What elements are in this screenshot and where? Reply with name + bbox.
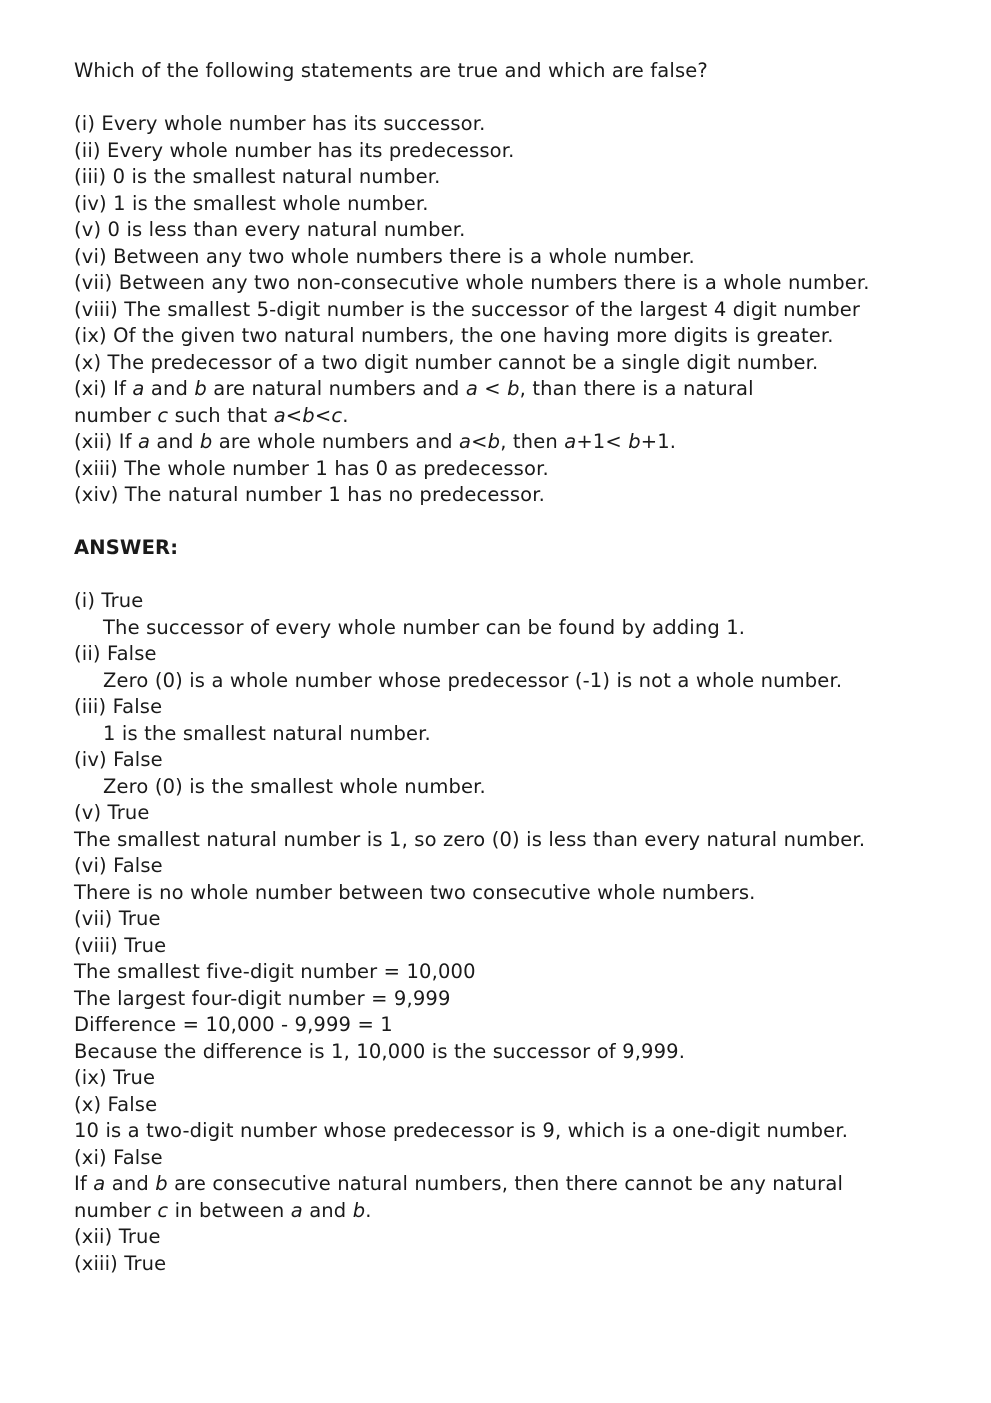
answer-viii: (viii) True — [74, 933, 167, 957]
answer-ii-explanation: Zero (0) is a whole number whose predecessor (-1) is not a whole number. — [103, 668, 843, 692]
statement-xiii: (xiii) The whole number 1 has 0 as predecessor. — [74, 456, 549, 480]
answer-i: (i) True — [74, 589, 144, 612]
statement-xi-line2: number c such that a<b<c. — [74, 403, 349, 427]
statement-vi: (vi) Between any two whole numbers there is a whole number. — [74, 244, 695, 268]
answer-iii-explanation: 1 is the smallest natural number. — [103, 721, 431, 745]
answer-ii: (ii) False — [74, 642, 157, 665]
answer-vi: (vi) False — [74, 854, 163, 877]
spacer — [74, 509, 974, 536]
statement-xi-line1: (xi) If a and b are natural numbers and a < b, than there is a natural — [74, 377, 754, 400]
spacer — [74, 562, 974, 589]
spacer — [74, 85, 974, 112]
answer-viii-explanation: Difference = 10,000 - 9,999 = 1 — [74, 1013, 393, 1036]
answer-iv: (iv) False — [74, 748, 163, 771]
statement-iii: (iii) 0 is the smallest natural number. — [74, 165, 441, 188]
answer-iv-explanation: Zero (0) is the smallest whole number. — [103, 774, 486, 798]
answer-viii-explanation: The largest four-digit number = 9,999 — [74, 986, 451, 1010]
answer-vi-explanation: There is no whole number between two consecutive whole numbers. — [74, 880, 756, 904]
answer-v: (v) True — [74, 801, 150, 824]
answer-xi: (xi) False — [74, 1145, 163, 1169]
statement-vii: (vii) Between any two non-consecutive whole numbers there is a whole number. — [74, 271, 870, 294]
answer-heading: ANSWER: — [74, 536, 179, 559]
answer-i-explanation: The successor of every whole number can be found by adding 1. — [103, 615, 746, 639]
answer-viii-explanation: The smallest five-digit number = 10,000 — [74, 960, 476, 983]
statement-v: (v) 0 is less than every natural number. — [74, 218, 466, 241]
answer-iii: (iii) False — [74, 695, 163, 718]
answer-vii: (vii) True — [74, 907, 161, 930]
answer-xiii: (xiii) True — [74, 1251, 167, 1275]
answer-v-explanation: The smallest natural number is 1, so zero (0) is less than every natural number. — [74, 827, 866, 851]
statement-i: (i) Every whole number has its successor. — [74, 112, 486, 135]
answer-xi-explanation-line2: number c in between a and b. — [74, 1198, 372, 1222]
statement-xiv: (xiv) The natural number 1 has no predecessor. — [74, 483, 545, 506]
statement-x: (x) The predecessor of a two digit number cannot be a single digit number. — [74, 350, 819, 374]
answer-xi-explanation-line1: If a and b are consecutive natural numbers, then there cannot be any natural — [74, 1172, 844, 1195]
answer-viii-explanation: Because the difference is 1, 10,000 is the successor of 9,999. — [74, 1039, 686, 1063]
statement-viii: (viii) The smallest 5-digit number is the successor of the largest 4 digit number — [74, 297, 861, 321]
answer-ix: (ix) True — [74, 1066, 156, 1089]
answer-x: (x) False — [74, 1092, 158, 1116]
statement-xii: (xii) If a and b are whole numbers and a<b, then a+1< b+1. — [74, 430, 677, 453]
statement-ii: (ii) Every whole number has its predecessor. — [74, 138, 515, 162]
answer-x-explanation: 10 is a two-digit number whose predecessor is 9, which is a one-digit number. — [74, 1119, 849, 1142]
statement-ix: (ix) Of the given two natural numbers, the one having more digits is greater. — [74, 324, 834, 347]
statement-iv: (iv) 1 is the smallest whole number. — [74, 191, 429, 215]
document-page — [74, 58, 974, 1277]
question-prompt: Which of the following statements are true and which are false? — [74, 59, 708, 82]
answer-xii: (xii) True — [74, 1225, 161, 1248]
